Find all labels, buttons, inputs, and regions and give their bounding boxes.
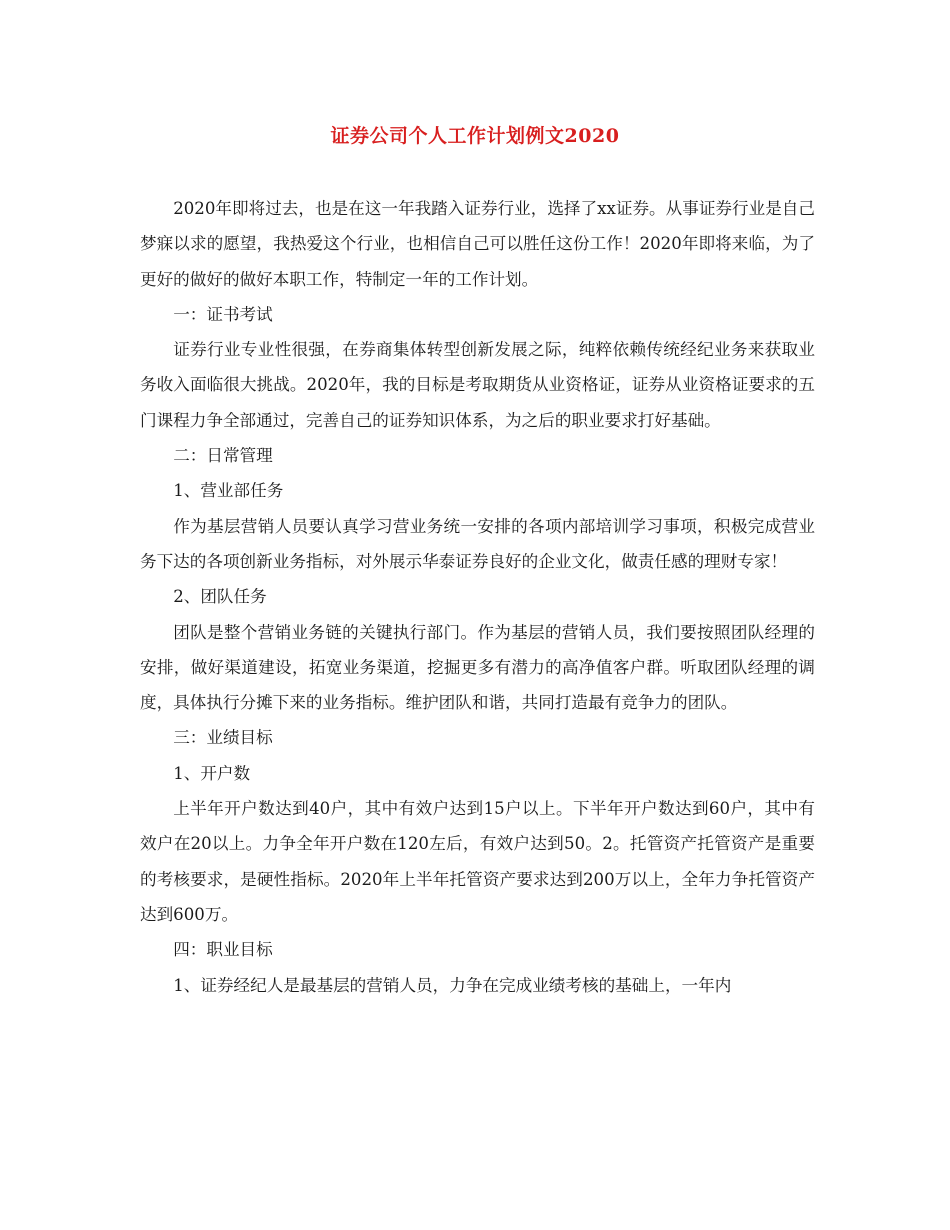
heading-daily-management: 二：日常管理 (173, 446, 273, 466)
subheading-branch-tasks: 1、营业部任务 (173, 481, 284, 501)
heading-certificate-exam: 一：证书考试 (173, 304, 273, 324)
paragraph-intro: 2020年即将过去，也是在这一年我踏入证券行业，选择了xx证券。从事证券行业是自己梦寐以求的愿望，我热爱这个行业，也相信自己可以胜任这份工作！2020年即将来临，为了更好的做好的做好本职工作，特制定一年的工作计划。 (140, 199, 815, 289)
paragraph-career-goals: 1、证券经纪人是最基层的营销人员，力争在完成业绩考核的基础上，一年内 (173, 975, 732, 995)
heading-performance-goals: 三：业绩目标 (173, 728, 273, 748)
heading-career-goals: 四：职业目标 (173, 940, 273, 960)
paragraph-branch-tasks: 作为基层营销人员要认真学习营业务统一安排的各项内部培训学习事项，积极完成营业务下达的各项创新业务指标，对外展示华泰证券良好的企业文化，做责任感的理财专家！ (140, 516, 815, 571)
document-body (140, 191, 815, 1003)
subheading-team-tasks: 2、团队任务 (173, 587, 267, 607)
subheading-account-openings: 1、开户数 (173, 763, 251, 783)
paragraph-account-openings: 上半年开户数达到40户，其中有效户达到15户以上。下半年开户数达到60户，其中有效户在20以上。力争全年开户数在120左后，有效户达到50。2。托管资产托管资产是重要的考核要求，是硬性指标。2020年上半年托管资产要求达到200万以上，全年力争托管资产达到600万。 (140, 799, 815, 924)
document-title: 证券公司个人工作计划例文2020 (330, 125, 620, 147)
paragraph-certificate-exam: 证券行业专业性很强，在券商集体转型创新发展之际，纯粹依赖传统经纪业务来获取业务收入面临很大挑战。2020年，我的目标是考取期货从业资格证，证券从业资格证要求的五门课程力争全部通过，完善自己的证券知识体系，为之后的职业要求打好基础。 (140, 340, 815, 430)
paragraph-team-tasks: 团队是整个营销业务链的关键执行部门。作为基层的营销人员，我们要按照团队经理的安排，做好渠道建设，拓宽业务渠道，挖掘更多有潜力的高净值客户群。听取团队经理的调度，具体执行分摊下来的业务指标。维护团队和谐，共同打造最有竞争力的团队。 (140, 622, 815, 713)
